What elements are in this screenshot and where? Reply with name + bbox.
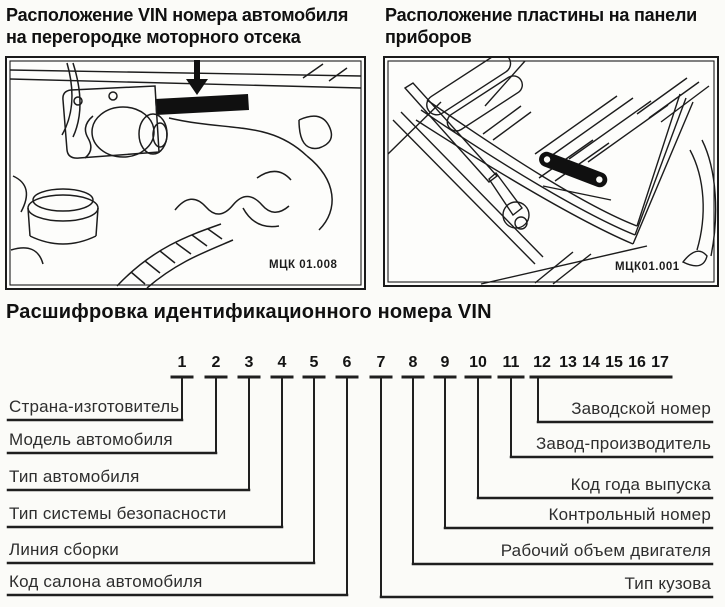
right-figure-title: Расположение пластины на панели приборов (385, 5, 698, 47)
vin-label-check-number: Контрольный номер (548, 505, 711, 524)
engine-illustration (7, 58, 364, 288)
vin-label-country: Страна-изготовитель (9, 397, 180, 416)
vin-label-assembly-line: Линия сборки (9, 540, 119, 559)
vin-label-engine-volume: Рабочий объем двигателя (500, 541, 711, 560)
vin-plate-bar (155, 94, 249, 115)
vin-section-title: Расшифровка идентификационного номера VIN (6, 301, 492, 323)
vin-position-9: 9 (440, 354, 450, 371)
vin-position-14: 14 (582, 354, 600, 371)
vin-position-8: 8 (408, 354, 418, 371)
engine-parts (11, 63, 332, 288)
windshield-edge (416, 94, 716, 266)
vin-position-12: 12 (533, 354, 551, 371)
vin-position-7: 7 (376, 354, 386, 371)
vin-label-body-type: Тип кузова (624, 574, 711, 593)
vin-position-10: 10 (469, 354, 487, 371)
left-figure-title: Расположение VIN номера автомобиля на перегородке моторного отсека (6, 5, 349, 47)
vin-label-year-code: Код года выпуска (570, 475, 711, 494)
vin-decoding-diagram (0, 345, 725, 607)
vin-position-3: 3 (244, 354, 254, 371)
engine-figure (5, 56, 366, 290)
right-figure-caption: МЦК01.001 (615, 261, 680, 273)
vin-label-safety-system: Тип системы безопасности (9, 504, 227, 523)
vin-position-5: 5 (309, 354, 319, 371)
left-figure-caption: МЦК 01.008 (269, 259, 338, 271)
vin-position-6: 6 (342, 354, 352, 371)
vin-position-16: 16 (628, 354, 646, 371)
vin-position-1: 1 (177, 354, 187, 371)
vin-position-17: 17 (651, 354, 669, 371)
vin-position-13: 13 (559, 354, 577, 371)
vin-position-2: 2 (211, 354, 221, 371)
dashboard-figure (383, 56, 719, 287)
vin-position-11: 11 (502, 354, 520, 371)
vin-position-15: 15 (605, 354, 623, 371)
vin-position-4: 4 (277, 354, 287, 371)
vin-label-serial-number: Заводской номер (571, 399, 711, 418)
dashboard-illustration (385, 58, 717, 285)
vin-label-vehicle-type: Тип автомобиля (9, 467, 140, 486)
vin-label-model: Модель автомобиля (9, 430, 173, 449)
vin-label-factory: Завод-производитель (535, 434, 711, 453)
vin-label-interior-code: Код салона автомобиля (9, 572, 203, 591)
vin-location-arrow (186, 60, 208, 95)
